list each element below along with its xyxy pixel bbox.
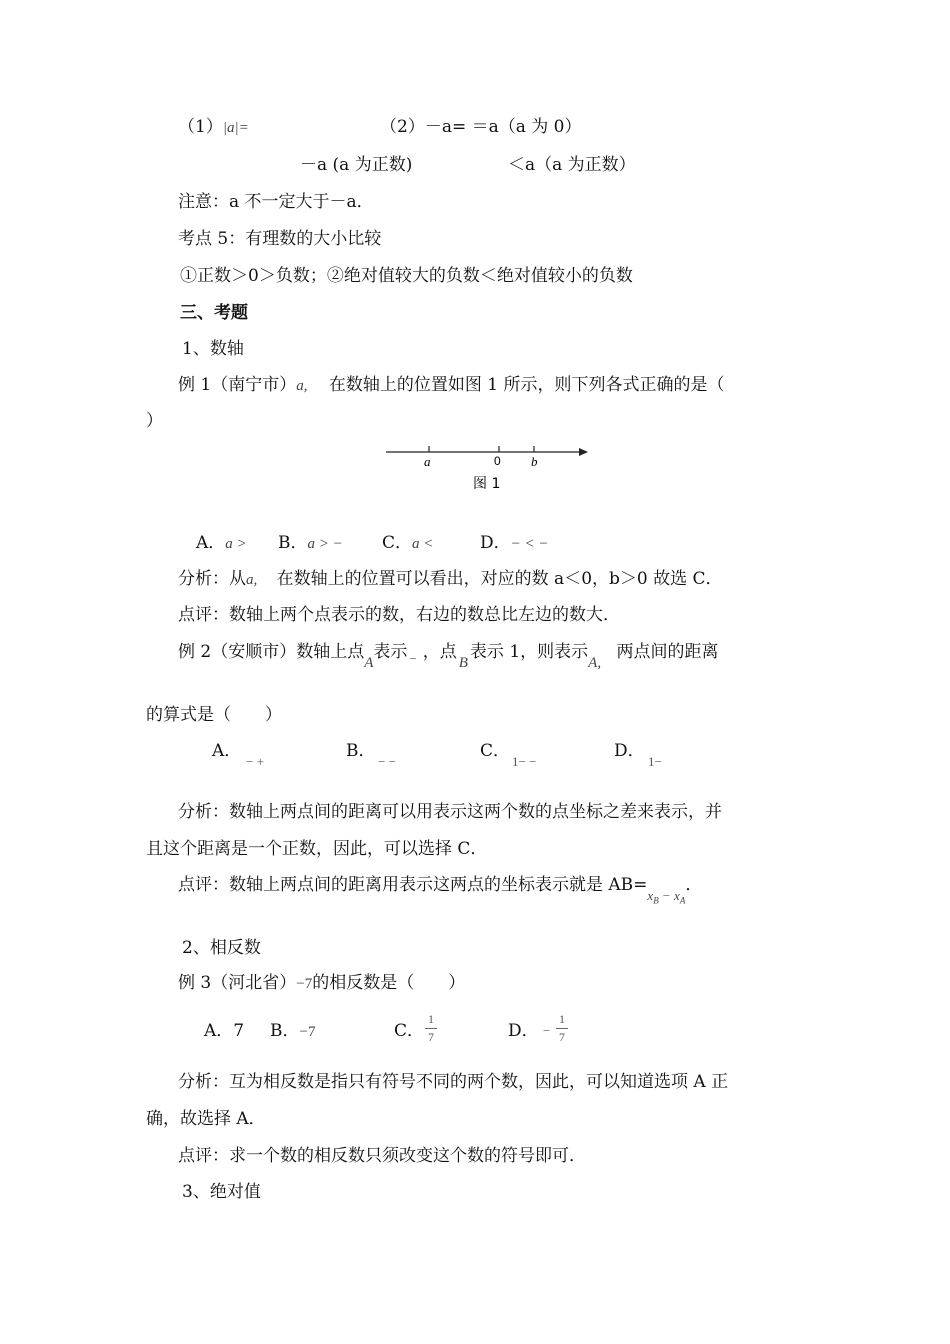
ex2-q-b: B [458,655,468,671]
ex2-question [178,641,719,671]
ex3-option-d: D． [508,1021,539,1041]
ex3-opt-d-sign: − [543,1023,551,1038]
ex2-opt-d-label: D． [614,741,645,761]
ex1-opt-c-label: C． [382,533,413,553]
ex2-q-part2: 表示 [373,642,408,662]
ex3-comment: 点评：求一个数的相反数只须改变这个数的符号即可． [178,1146,586,1166]
ex2-comment-xa [674,888,686,906]
axis-arrow [579,448,588,456]
ex1-analysis-start: 分析：从 [178,569,246,589]
sub1-heading: 1、数轴 [182,339,244,359]
ex1-opt-c-math: a < [412,536,434,552]
ex3-analysis-line2: 确，故选择 A． [146,1109,266,1129]
ex2-analysis-line2: 且这个距离是一个正数，因此，可以选择 C． [146,839,488,859]
ex1-analysis-var: a, [246,572,258,588]
def-item2-tail: ＝a（a 为 0） [471,117,582,137]
ex2-opt-d-math: 1− [648,754,662,769]
ex2-option-d [614,740,645,762]
ex1-q-var: a, [296,378,308,394]
ex2-comment-xb [647,888,659,906]
ex2-comment-x2: x [674,888,680,903]
comparison-rule: ①正数＞0＞负数；②绝对值较大的负数＜绝对值较小的负数 [180,266,633,286]
ex3-opt-c-fraction [425,1012,437,1045]
ex3-option-a: A．7 [204,1021,245,1041]
ex1-q-close: ） [146,411,163,431]
ex2-comment-minus: − [662,888,671,903]
ex1-analysis [178,568,723,591]
ex1-question [178,374,725,397]
kaodian5-heading: 考点 5：有理数的大小比较 [178,229,382,249]
ex2-analysis-line1: 分析：数轴上两点间的距离可以用表示这两个数的点坐标之差来表示，并 [178,802,722,822]
ex2-q-line2: 的算式是（ ） [146,705,282,725]
label-0: 0 [494,454,501,468]
ex3-option-c: C． [394,1021,425,1041]
section3-heading: 三、考题 [180,303,248,323]
def-item1-expr: |a|= [222,120,249,136]
ex2-comment-sub-a: A [679,895,686,906]
ex2-comment-sub-b: B [653,895,659,906]
ex2-opt-c-math: 1− − [512,754,537,769]
ex1-opt-d-label: D． [480,533,511,553]
ex2-q-part1: 例 2（安顺市）数轴上点 [178,642,365,662]
ex3-opt-d-fraction [556,1012,568,1045]
def-item2 [380,116,582,138]
ex3-opt-c-num: 1 [428,1012,434,1026]
ex2-option-c [480,740,510,762]
label-a: a [424,454,431,469]
def-row2-left: －a (a 为正数) [300,155,413,175]
ex2-q-part5: 两点间的距离 [616,642,719,662]
ex1-analysis-rest: 在数轴上的位置可以看出，对应的数 a＜0，b＞0 故选 C． [276,569,723,589]
ex3-q-num: −7 [296,976,313,992]
ex2-comment-x1: x [647,888,654,903]
ex1-option-b [278,532,343,555]
ex2-q-a: A [364,655,374,671]
figure-1-number-line [380,438,595,496]
fraction-bar [425,1028,437,1029]
ex2-opt-c-label: C． [480,741,511,761]
ex2-q-a2: A, [588,655,602,671]
ex2-opt-b-math: − − [378,754,396,769]
ex1-option-d [480,532,549,555]
ex3-analysis-line1: 分析：互为相反数是指只有符号不同的两个数，因此，可以知道选项 A 正 [178,1072,729,1092]
ex1-opt-a-label: A． [196,533,226,553]
ex3-opt-b-val: −7 [299,1024,316,1040]
def-item2-label: （2）－a= [380,117,467,137]
sub2-heading: 2、相反数 [182,938,261,958]
ex1-opt-d-math: − < − [510,536,549,552]
ex3-q-rest: 的相反数是（ ） [312,973,466,993]
ex1-q-rest: 在数轴上的位置如图 1 所示，则下列各式正确的是（ [328,375,725,395]
ex2-option-a [212,740,241,762]
ex1-opt-a-math: a > [225,536,247,552]
ex3-opt-d-den: 7 [559,1030,565,1044]
ex3-opt-c-den: 7 [428,1030,434,1044]
figure-caption: 图 1 [473,476,501,492]
def-item1-label: （1） [178,117,223,137]
ex3-q-start: 例 3（河北省） [178,973,297,993]
ex1-opt-b-math: a > − [307,536,343,552]
ex1-option-a [196,532,247,555]
ex2-q-part3: ，点 [422,642,457,662]
ex3-question [178,972,465,995]
fraction-bar [556,1028,568,1029]
ex2-comment-end: ． [685,875,703,895]
ex2-comment-start: 点评：数轴上两点间的距离用表示这两点的坐标表示就是 AB= [178,875,648,895]
ex1-q-start: 例 1（南宁市） [178,375,297,395]
ex2-comment [178,874,703,906]
ex1-option-c [382,532,433,555]
ex2-opt-a-label: A． [212,741,242,761]
ex2-q-minus: − [409,651,417,666]
sub3-heading: 3、绝对值 [182,1182,261,1202]
note-text: 注意：a 不一定大于－a． [178,192,374,212]
ex3-opt-b-label: B． [270,1021,300,1041]
def-item1 [178,116,249,139]
ex2-opt-b-label: B． [346,741,376,761]
ex1-comment: 点评：数轴上两个点表示的数，右边的数总比左边的数大． [178,605,620,625]
def-row2-right: ＜a（a 为正数） [508,155,636,175]
ex3-opt-d-num: 1 [559,1012,565,1026]
ex2-option-b [346,740,376,762]
ex2-q-part4: 表示 1，则表示 [469,642,589,662]
label-b: b [531,454,538,469]
ex3-option-b [270,1020,315,1043]
ex1-opt-b-label: B． [278,533,308,553]
ex2-opt-a-math: − + [246,754,264,769]
